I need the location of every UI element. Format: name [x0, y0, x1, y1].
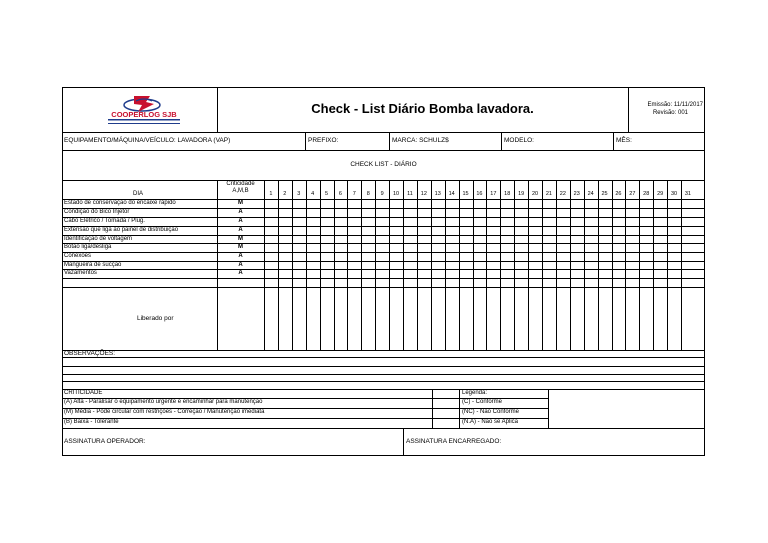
criticality-code: A	[238, 262, 243, 268]
day-column-line	[528, 180, 529, 350]
criticality-code: M	[238, 200, 243, 206]
table-row: Extensão que liga ao painel de distribuição	[64, 227, 179, 233]
day-number: 5	[325, 191, 329, 197]
criticality-code: M	[238, 244, 243, 250]
day-column-line	[612, 180, 613, 350]
obs-line	[62, 366, 705, 367]
day-number: 2	[283, 191, 287, 197]
day-column-line	[653, 180, 654, 350]
day-column-line	[625, 180, 626, 350]
legend-line: (NC) - Não Conforme	[462, 409, 520, 415]
model-field: MODELO:	[504, 137, 534, 144]
section-title: CHECK LIST - DIÁRIO	[350, 161, 417, 168]
day-column-line	[486, 180, 487, 350]
day-number: 3	[297, 191, 301, 197]
header-bottom-line	[62, 132, 705, 133]
day-column-line	[278, 180, 279, 350]
day-column-line	[584, 180, 585, 350]
operator-signature: ASSINATURA OPERADOR:	[64, 438, 146, 445]
day-column-line	[459, 180, 460, 350]
day-number: 24	[587, 191, 594, 197]
info-divider-4	[613, 132, 614, 150]
info-divider-1	[305, 132, 306, 150]
day-column-line	[431, 180, 432, 350]
day-number: 14	[448, 191, 455, 197]
day-number: 21	[545, 191, 552, 197]
day-column-line	[667, 180, 668, 350]
row-line	[62, 252, 705, 253]
supervisor-signature: ASSINATURA ENCARREGADO:	[406, 438, 502, 445]
criticality-line: (A) Alta - Paralisar o equipamento urgente e encaminhar para manutenção	[64, 399, 263, 405]
page-title: Check - List Diário Bomba lavadora.	[311, 101, 534, 116]
signature-divider	[403, 428, 404, 456]
day-number: 17	[490, 191, 497, 197]
legend-line: (C) - Conforme	[462, 399, 503, 405]
day-number: 20	[531, 191, 539, 197]
day-column-line	[500, 180, 501, 350]
released-by-label: Liberado por	[137, 315, 174, 322]
table-bottom-line	[62, 350, 705, 351]
day-number: 18	[504, 191, 511, 197]
day-column-line	[306, 180, 307, 350]
table-row: Identificação de voltagem	[64, 236, 133, 242]
table-col-crit	[264, 180, 265, 350]
row-line	[62, 208, 705, 209]
day-label: DIA	[133, 191, 144, 197]
day-column-line	[570, 180, 571, 350]
brand-field: MARCA: SCHULZ$	[392, 137, 449, 144]
month-field: MÊS:	[616, 137, 632, 144]
obs-line	[62, 389, 705, 390]
table-row: Mangueira de sucção	[64, 262, 122, 268]
day-number: 15	[462, 191, 469, 197]
day-number: 6	[338, 191, 342, 197]
logo-text: COOPERLOG SJB	[111, 110, 177, 119]
table-row: Botão liga/desliga	[64, 244, 112, 250]
observations-label: OBSERVAÇÕES:	[64, 350, 116, 357]
criticality-header: Criticidade A,M,B	[226, 181, 255, 194]
day-number: 11	[407, 191, 413, 197]
criticality-code: M	[238, 236, 243, 242]
info-divider-3	[501, 132, 502, 150]
emission-date: Emissão: 11/11/2017	[647, 102, 703, 108]
day-number: 9	[380, 191, 384, 197]
day-number: 16	[476, 191, 483, 197]
day-column-line	[473, 180, 474, 350]
obs-line	[62, 374, 705, 375]
day-number: 19	[518, 191, 525, 197]
revision-number: Revisão: 001	[652, 110, 688, 116]
prefix-field: PREFIXO:	[308, 137, 339, 144]
criticality-code: A	[238, 270, 243, 276]
company-logo	[100, 92, 195, 128]
day-number: 7	[352, 191, 356, 197]
row-line	[62, 269, 705, 270]
criticality-line: (M) Média - Pode circular com restrições - Correção / Manutenção imediata	[64, 409, 265, 415]
row-line	[62, 243, 705, 244]
row-line	[62, 235, 705, 236]
day-column-line	[403, 180, 404, 350]
day-number: 10	[392, 191, 400, 197]
day-column-line	[361, 180, 362, 350]
day-number: 4	[311, 191, 315, 197]
row-line	[62, 278, 705, 279]
day-number: 27	[629, 191, 636, 197]
day-number: 22	[559, 191, 566, 197]
day-number: 13	[434, 191, 441, 197]
day-number: 28	[643, 191, 650, 197]
day-number: 29	[657, 191, 664, 197]
info-divider-2	[389, 132, 390, 150]
day-number: 8	[366, 191, 370, 197]
day-column-line	[389, 180, 390, 350]
day-column-line	[347, 180, 348, 350]
criticality-code: A	[238, 227, 243, 233]
criticality-title: CRITICIDADE	[64, 390, 103, 396]
table-row: Conexões	[64, 253, 92, 259]
table-row: Cabo Elétrico / Tomada / Plug.	[64, 218, 145, 224]
header-divider-right	[628, 87, 629, 132]
criticality-code: A	[238, 253, 243, 259]
crit-bottom-line	[62, 428, 705, 429]
row-line	[62, 261, 705, 262]
criticality-code: A	[238, 218, 243, 224]
day-column-line	[681, 180, 682, 350]
equipment-field: EQUIPAMENTO/MÁQUINA/VEÍCULO: LAVADORA (VAP)	[64, 137, 231, 144]
criticality-line: (B) Baixa - Tolerante	[64, 419, 119, 425]
day-column-line	[542, 180, 543, 350]
day-number: 12	[420, 191, 427, 197]
crit-divider-3	[548, 389, 549, 428]
day-column-line	[445, 180, 446, 350]
info-bottom-line	[62, 150, 705, 151]
day-column-line	[292, 180, 293, 350]
day-column-line	[556, 180, 557, 350]
day-column-line	[514, 180, 515, 350]
legend-title: Legenda:	[462, 390, 488, 396]
legend-line: (N.A) - Não se Aplica	[462, 419, 519, 425]
row-line	[62, 287, 705, 288]
day-column-line	[639, 180, 640, 350]
table-row: Condição do Bico Injetor	[64, 209, 130, 215]
day-column-line	[375, 180, 376, 350]
day-number: 25	[601, 191, 608, 197]
day-number: 30	[670, 191, 678, 197]
row-line	[62, 217, 705, 218]
table-row: Estado de conservação do encaixe rápido	[64, 200, 176, 206]
obs-line	[62, 381, 705, 382]
day-column-line	[598, 180, 599, 350]
day-column-line	[320, 180, 321, 350]
day-number: 26	[615, 191, 622, 197]
day-number: 23	[573, 191, 580, 197]
day-column-line	[417, 180, 418, 350]
day-column-line	[334, 180, 335, 350]
obs-line	[62, 357, 705, 358]
criticality-code: A	[238, 209, 243, 215]
table-top-line	[62, 180, 705, 181]
day-number: 31	[684, 191, 691, 197]
day-number: 1	[269, 191, 273, 197]
table-row: Vazamentos	[64, 270, 97, 276]
